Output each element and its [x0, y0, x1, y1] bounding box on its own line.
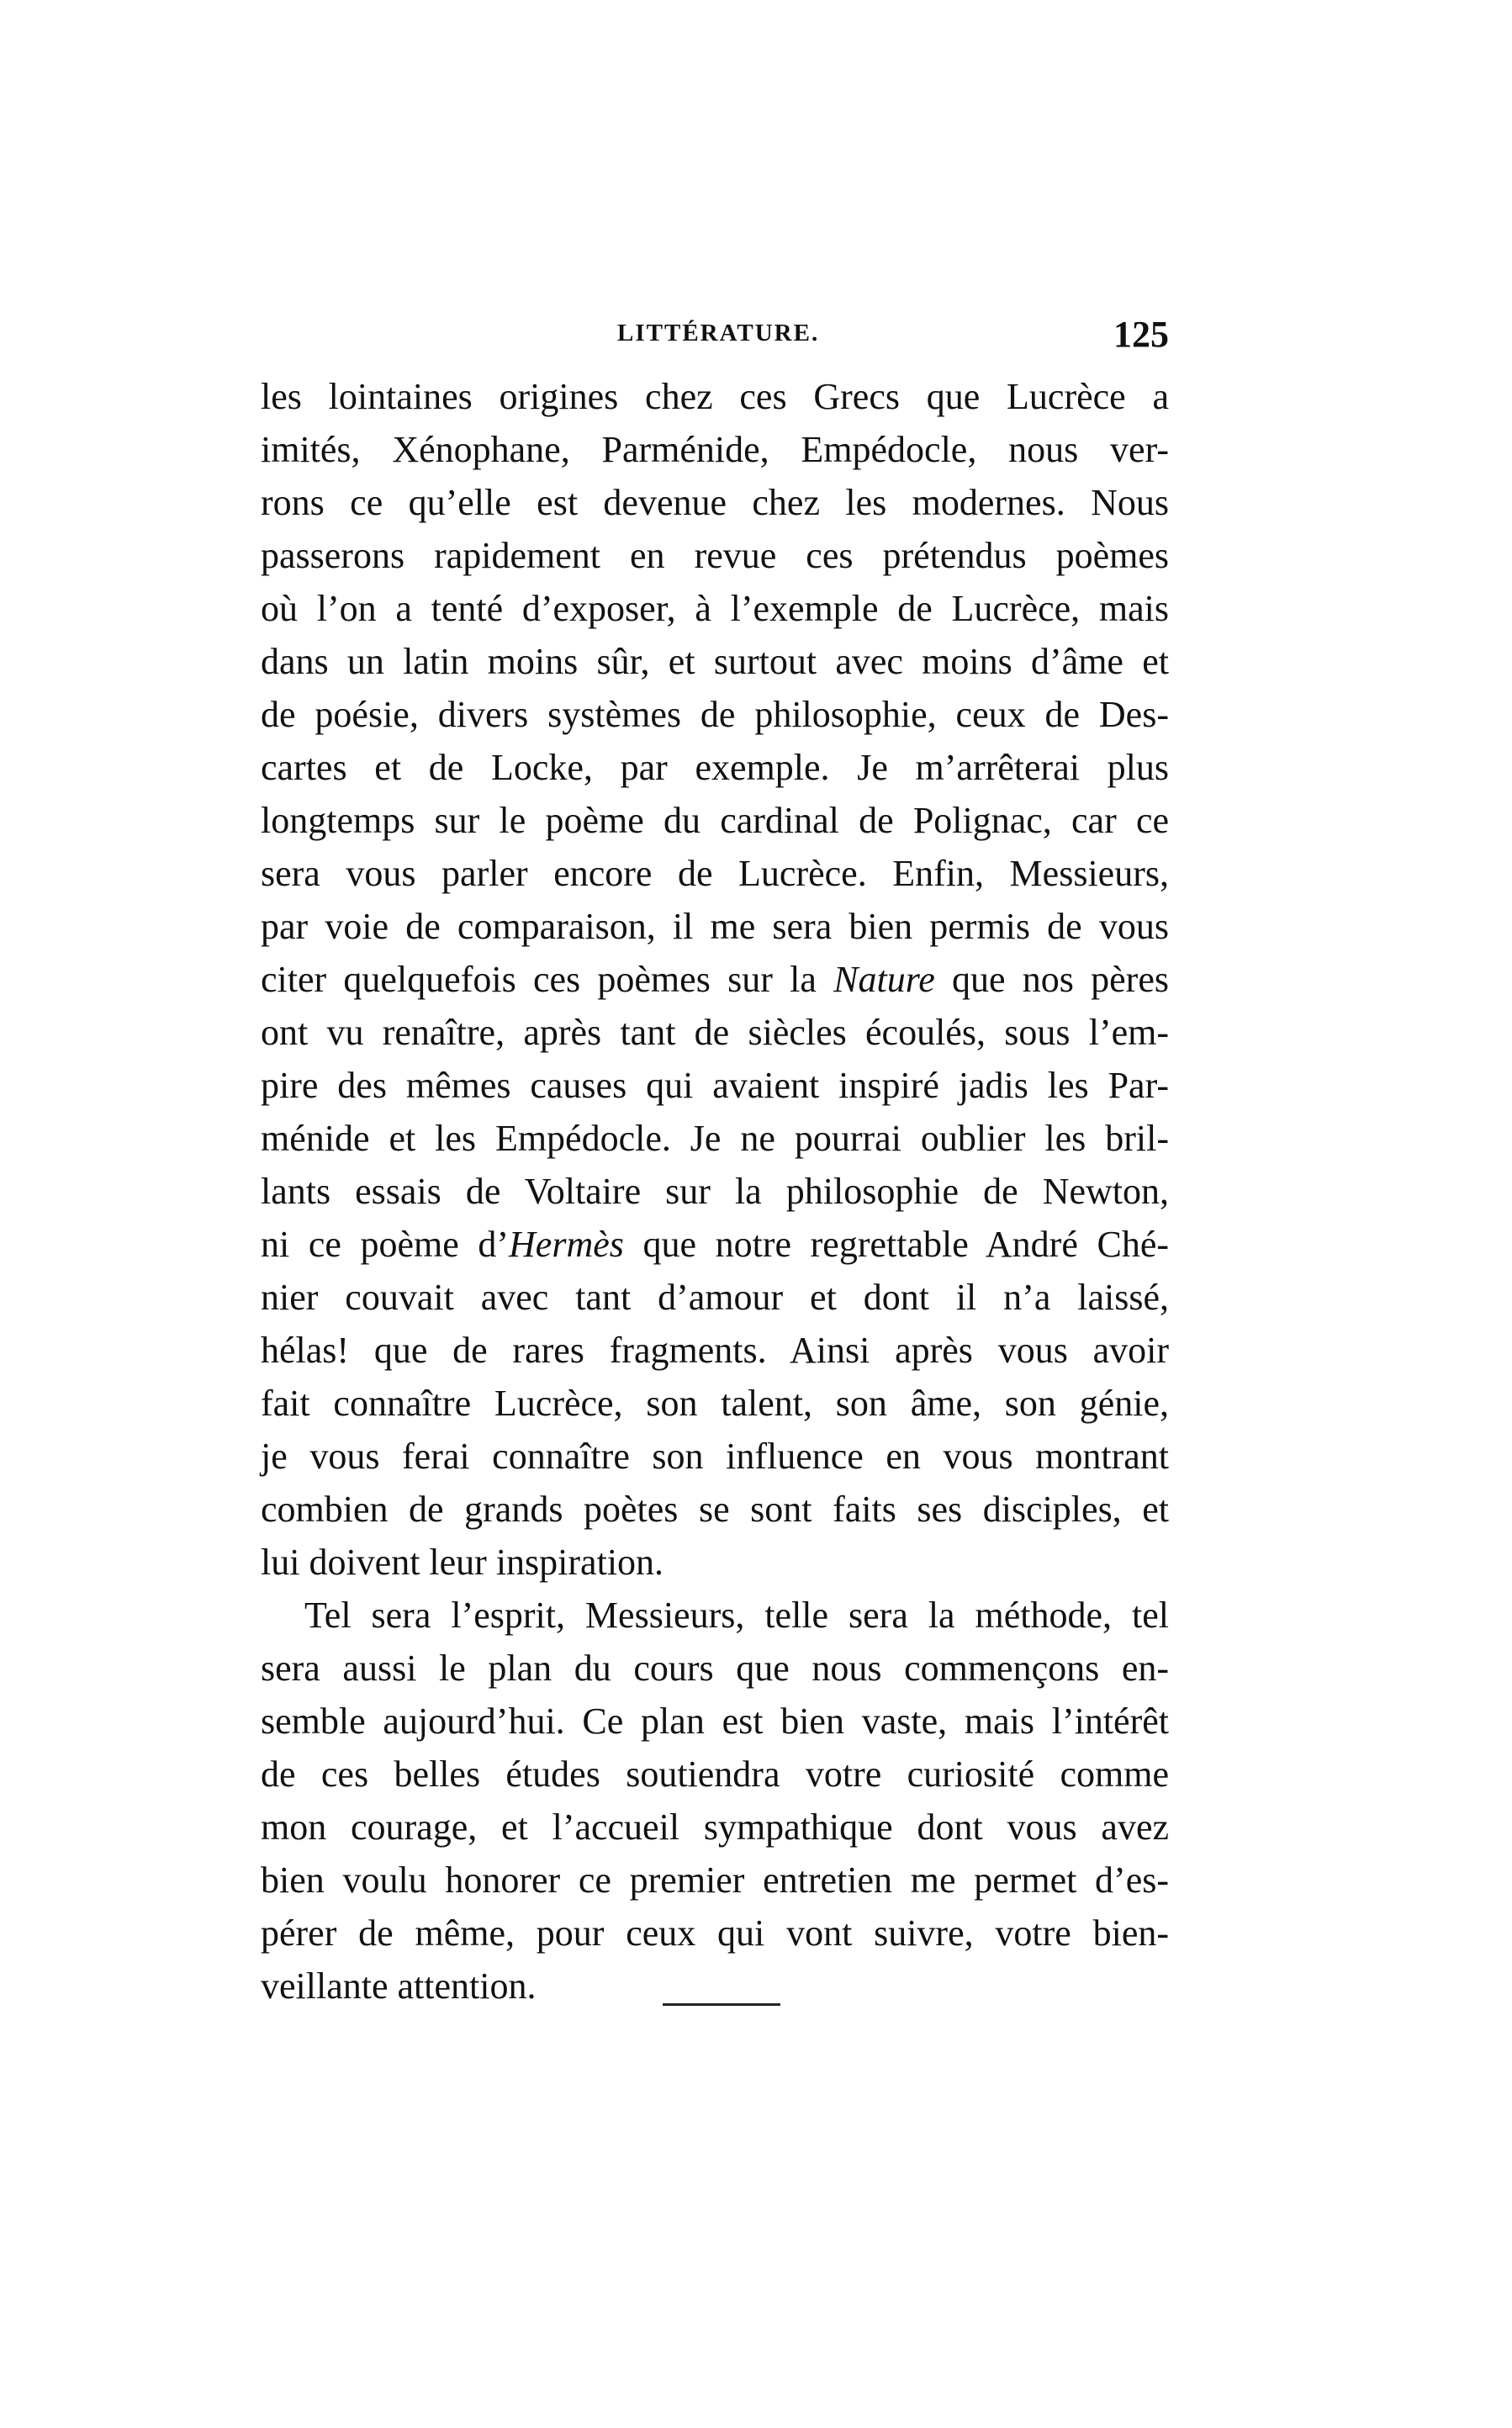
text-line: ont vu renaître, après tant de siècles écoulés, sous l’em- [261, 1012, 1169, 1053]
text-line: par voie de comparaison, il me sera bien permis de vous [261, 906, 1169, 947]
text-line: les lointaines origines chez ces Grecs que Lucrèce a [261, 376, 1169, 417]
text-segment: que notre regrettable André Ché- [623, 1224, 1169, 1265]
text-line: pire des mêmes causes qui avaient inspiré jadis les Par- [261, 1065, 1169, 1106]
text-line: Tel sera l’esprit, Messieurs, telle sera la méthode, tel [304, 1595, 1169, 1636]
italic-title-nature: Nature [833, 959, 935, 1000]
text-line: de poésie, divers systèmes de philosophie, ceux de Des- [261, 694, 1169, 735]
text-line: passerons rapidement en revue ces prétendus poèmes [261, 535, 1169, 576]
text-line: hélas! que de rares fragments. Ainsi après vous avoir [261, 1330, 1169, 1371]
italic-title-hermes: Hermès [509, 1224, 624, 1265]
text-line: longtemps sur le poème du cardinal de Polignac, car ce [261, 800, 1169, 841]
text-line: nier couvait avec tant d’amour et dont il n’a laissé, [261, 1277, 1169, 1318]
text-segment: ni ce poème d’ [261, 1224, 510, 1265]
running-title: LITTÉRATURE. [617, 320, 820, 346]
page-number: 125 [1113, 314, 1169, 355]
paragraph-2 [261, 1589, 1169, 2013]
text-line-nature [261, 953, 1169, 1006]
text-line: pérer de même, pour ceux qui vont suivre, votre bien- [261, 1912, 1169, 1954]
running-header [261, 313, 1169, 363]
body-text [261, 370, 1169, 2013]
text-line: fait connaître Lucrèce, son talent, son âme, son génie, [261, 1383, 1169, 1424]
text-line: semble aujourd’hui. Ce plan est bien vaste, mais l’intérêt [261, 1701, 1169, 1742]
closing-rule [663, 2003, 780, 2006]
text-segment: que nos pères [934, 959, 1169, 1000]
text-line: rons ce qu’elle est devenue chez les modernes. Nous [261, 482, 1169, 523]
text-line-hermes [261, 1218, 1169, 1271]
text-line: veillante attention. [261, 1965, 537, 2007]
text-line: je vous ferai connaître son influence en vous montrant [261, 1436, 1169, 1477]
paragraph-1 [261, 370, 1169, 1589]
text-line: dans un latin moins sûr, et surtout avec moins d’âme et [261, 641, 1169, 682]
text-line: de ces belles études soutiendra votre curiosité comme [261, 1754, 1169, 1795]
text-line: ménide et les Empédocle. Je ne pourrai oublier les bril- [261, 1118, 1169, 1159]
text-line: lants essais de Voltaire sur la philosophie de Newton, [261, 1171, 1169, 1212]
text-line: lui doivent leur inspiration. [261, 1542, 664, 1583]
text-line: où l’on a tenté d’exposer, à l’exemple de Lucrèce, mais [261, 588, 1169, 629]
text-line: imités, Xénophane, Parménide, Empédocle, nous ver- [261, 429, 1169, 470]
text-line: sera vous parler encore de Lucrèce. Enfin, Messieurs, [261, 853, 1169, 894]
text-line: mon courage, et l’accueil sympathique dont vous avez [261, 1806, 1169, 1848]
text-line: combien de grands poètes se sont faits ses disciples, et [261, 1489, 1169, 1530]
text-line: bien voulu honorer ce premier entretien me permet d’es- [261, 1859, 1169, 1901]
text-line: cartes et de Locke, par exemple. Je m’arrêterai plus [261, 747, 1169, 788]
text-segment: citer quelquefois ces poèmes sur la [261, 959, 834, 1000]
text-line: sera aussi le plan du cours que nous commençons en- [261, 1648, 1169, 1689]
